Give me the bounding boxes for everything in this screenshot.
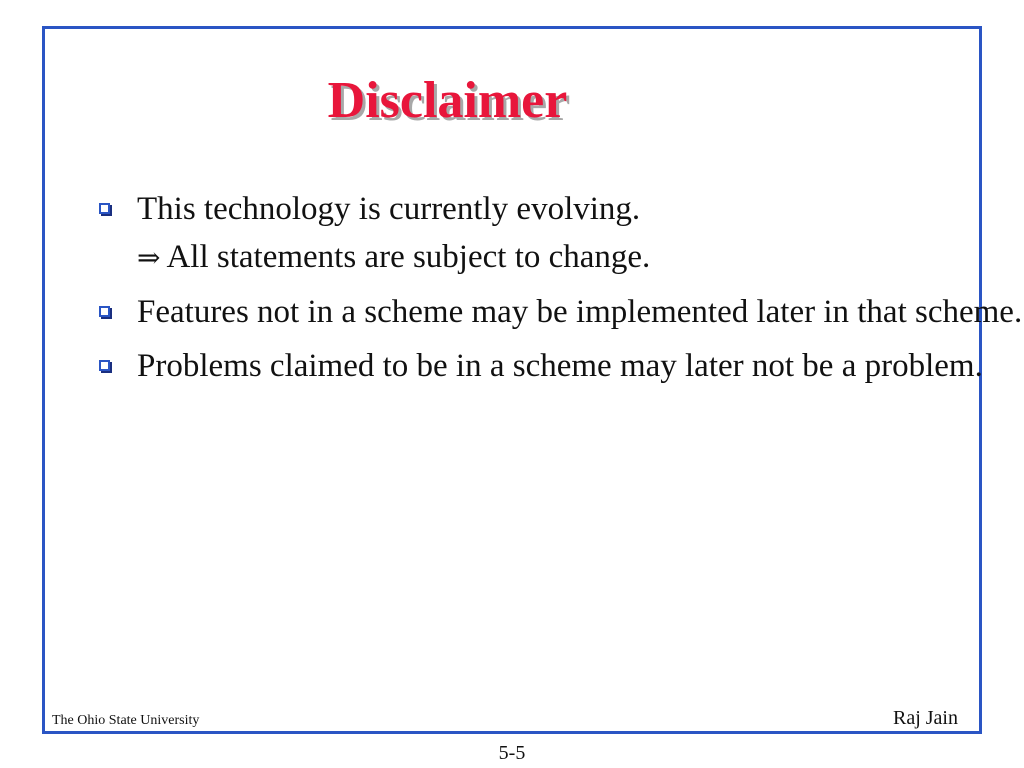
page-number: 5-5 xyxy=(498,742,526,764)
footer-author: Raj Jain xyxy=(893,707,958,729)
bullet-text: Problems claimed to be in a scheme may later not be a problem. xyxy=(137,348,983,384)
bullet-subtext: All statements are subject to change. xyxy=(166,239,651,275)
hollow-square-bullet-icon xyxy=(99,203,110,214)
hollow-square-bullet-icon xyxy=(99,360,110,371)
hollow-square-bullet-icon xyxy=(99,306,110,317)
slide-frame xyxy=(42,26,1023,734)
footer-institution: The Ohio State University xyxy=(52,713,200,728)
bullet-text: This technology is currently evolving. xyxy=(137,191,641,227)
double-right-arrow-icon: ⇒ xyxy=(137,241,161,274)
bullet-list xyxy=(95,185,1024,396)
bullet-item xyxy=(95,342,1024,390)
bullet-item xyxy=(95,288,1024,336)
bullet-text: Features not in a scheme may be implemented later in that scheme. xyxy=(137,294,1023,330)
slide-title: Disclaimer xyxy=(327,72,568,129)
bullet-item xyxy=(95,185,1024,282)
